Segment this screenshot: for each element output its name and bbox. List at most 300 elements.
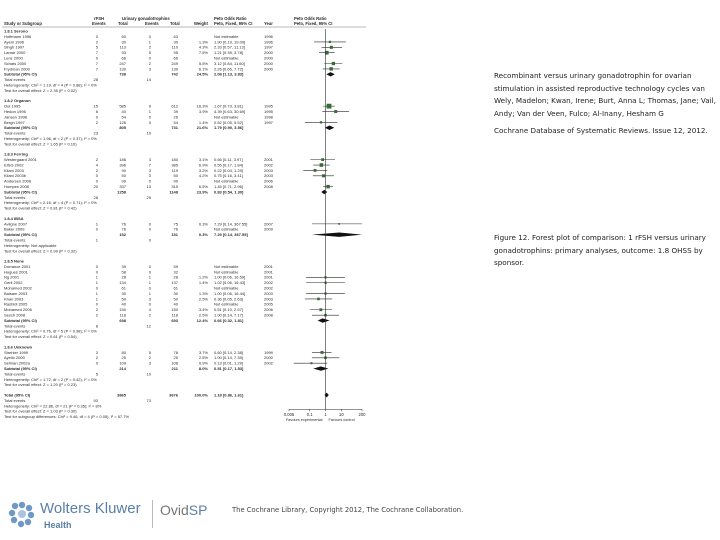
- subgroup-1-subtotal-weight: 24.5%: [196, 71, 208, 77]
- subgroup-2-row-1-study: Out 1995: [4, 103, 21, 109]
- subgroup-5-row-2-total-1: 58: [121, 269, 126, 275]
- col-header-group2: Urinary gonadotrophins: [122, 16, 170, 21]
- subgroup-5-row-7-events-2: 3: [148, 296, 151, 302]
- subgroup-5-row-2-events-1: 0: [95, 269, 98, 275]
- subgroup-5-row-4-events-1: 1: [95, 280, 98, 286]
- subgroup-2-row-2-total-1: 40: [121, 108, 126, 114]
- subgroup-5-row-1-study: Dorrance 2001: [4, 263, 31, 269]
- subgroup-2-subtotal-estimate: 1.79 [0.90, 3.56]: [214, 125, 244, 131]
- subgroup-1-row-6-study: Schats 2000: [4, 60, 27, 66]
- subgroup-1-row-1-total-1: 60: [121, 33, 126, 39]
- subgroup-5-row-2-total-2: 32: [173, 269, 178, 275]
- subgroup-1-row-7-total-1: 139: [119, 66, 126, 72]
- subgroup-2-row-1-total-1: 585: [119, 103, 126, 109]
- subgroup-6-subtotal-label: Subtotal (95% CI): [4, 366, 37, 371]
- subgroup-5-row-6-total-1: 30: [121, 290, 126, 296]
- total-events-label: Total events: [4, 397, 26, 403]
- subgroup-3-row-1-weight: 3.1%: [198, 157, 208, 163]
- subgroup-3-row-2-estimate: 0.55 [0.17, 1.84]: [214, 162, 243, 168]
- subgroup-2-row-1-estimate: 1.67 [0.73, 3.81]: [214, 103, 243, 109]
- subgroup-1-events-label: Total events: [4, 77, 26, 83]
- total-n2: 3676: [169, 392, 178, 398]
- subgroup-3-row-2-weight: 6.9%: [198, 162, 208, 168]
- sp-wordmark: SP: [188, 502, 208, 518]
- subgroup-5-title: 1.8.5 None: [4, 258, 25, 264]
- subgroup-6-subtotal-diamond: [313, 366, 328, 370]
- subgroup-5-row-5-year: 2002: [264, 285, 273, 291]
- subgroup-5-row-4-weight: 1.4%: [198, 280, 208, 286]
- subgroup-1-row-3-total-1: 113: [119, 44, 126, 50]
- subgroup-1-row-6-estimate: 3.12 [0.84, 11.60]: [214, 60, 245, 66]
- wolters-kluwer-mark-icon: [8, 500, 36, 528]
- subgroup-5-row-1-events-2: 0: [148, 263, 151, 269]
- subgroup-6-row-1-total-1: 80: [121, 349, 126, 355]
- subgroup-3-row-1-study: Westergaard 2001: [4, 157, 37, 163]
- subgroup-2-title: 1.8.2 Organon: [4, 98, 31, 104]
- total-events-1: 93: [93, 397, 98, 403]
- subgroup-3-row-4-study: Kilani 2003b: [4, 173, 27, 179]
- subgroup-3-row-4-estimate: 0.75 [0.16, 3.41]: [214, 173, 243, 179]
- subgroup-1-row-6-total-2: 249: [171, 60, 178, 66]
- subgroup-6-overall-test: Test for overall effect: Z = 1.20 (P = 0.23): [4, 382, 77, 388]
- subgroup-3-subtotal-total-1: 1258: [117, 189, 126, 195]
- subgroup-6-row-1-weight: 3.7%: [198, 349, 208, 355]
- x-tick-label-3: 1: [324, 411, 327, 417]
- subgroup-2-row-1-total-2: 612: [171, 103, 178, 109]
- subgroup-6-events-label: Total events: [4, 371, 26, 377]
- subgroup-2-heterogeneity: Heterogeneity: Chi² = 1.96, df = 2 (P = 0.37); I² = 0%: [4, 135, 97, 141]
- subgroup-3-events-label: Total events: [4, 194, 26, 200]
- col-header-estimate: Peto Odds Ratio: [214, 16, 247, 21]
- subgroup-4-row-1-total-1: 76: [121, 221, 126, 227]
- wolters-kluwer-logo: [8, 498, 148, 538]
- subgroup-5-events-label: Total events: [4, 323, 26, 329]
- subgroup-5-row-9-total-1: 150: [119, 307, 126, 313]
- subgroup-6-row-3-events-2: 3: [148, 360, 151, 366]
- subgroup-5-row-3-events-1: 1: [95, 274, 98, 280]
- subgroup-5-row-4-year: 2002: [264, 280, 273, 286]
- subgroup-4-subtotal-estimate: 7.29 [0.14, 367.55]: [214, 232, 248, 238]
- subgroup-5-row-7-total-1: 50: [121, 296, 126, 302]
- subgroup-5-row-9-weight: 3.4%: [198, 307, 208, 313]
- subgroup-6-row-3-total-2: 108: [171, 360, 178, 366]
- subgroup-6-subtotal-estimate: 0.51 [0.17, 1.53]: [214, 366, 244, 371]
- subgroup-5-heterogeneity: Heterogeneity: Chi² = 0.76, df = 5 (P = 0.98); I² = 0%: [4, 328, 97, 334]
- subgroup-5-row-8-events-1: 0: [95, 301, 98, 307]
- subgroup-1-row-2-total-1: 30: [121, 39, 126, 45]
- subgroup-6-row-3-estimate: 0.13 [0.01, 1.29]: [214, 360, 243, 366]
- subgroup-3-row-5-events-1: 0: [95, 178, 98, 184]
- subgroup-2-subtotal-total-1: 805: [119, 125, 126, 131]
- subgroup-5-row-3-total-1: 28: [121, 274, 126, 280]
- subgroup-5-row-7-estimate: 0.36 [0.05, 2.63]: [214, 296, 243, 302]
- subgroup-4-events-total-2: 0: [148, 237, 151, 243]
- subgroup-5-row-4-estimate: 1.02 [0.06, 16.43]: [214, 280, 246, 286]
- subgroup-1-row-5-year: 2000: [264, 55, 273, 61]
- subgroup-1-row-1-events-1: 0: [95, 33, 98, 39]
- subgroup-5-row-7-marker: [317, 298, 320, 301]
- subgroup-1-row-7-events-2: 3: [148, 66, 151, 72]
- subgroup-1-row-5-total-2: 66: [173, 55, 178, 61]
- subgroup-3-row-5-study: Andersen 2006: [4, 178, 32, 184]
- subgroup-3-row-2-marker: [320, 163, 324, 167]
- subgroup-4-events-label: Total events: [4, 237, 26, 243]
- subgroup-1-row-3-total-2: 110: [171, 44, 178, 50]
- subgroup-3-row-5-total-1: 99: [121, 178, 126, 184]
- col-header-study: Study or Subgroup: [4, 21, 42, 26]
- subgroup-2-row-2-year: 1995: [264, 108, 273, 114]
- subgroup-6-row-1-year: 1999: [264, 349, 273, 355]
- subgroup-5-row-5-total-1: 61: [121, 285, 126, 291]
- subgroup-4-row-2-estimate: Not estimable: [214, 226, 239, 232]
- subgroup-4-row-1-events-1: 1: [95, 221, 98, 227]
- subgroup-4-row-1-year: 2007: [264, 221, 273, 227]
- subgroup-6-subtotal-weight: 8.0%: [198, 366, 208, 371]
- subgroup-3-subtotal-estimate: 0.83 [0.54, 1.30]: [214, 189, 244, 195]
- subgroup-4-row-2-events-2: 0: [148, 226, 151, 232]
- subgroup-2-row-3-events-1: 0: [95, 114, 98, 120]
- subgroup-4-row-1-events-2: 0: [148, 221, 151, 227]
- subgroup-1-row-1-events-2: 0: [148, 33, 151, 39]
- subgroup-1-row-7-total-2: 139: [171, 66, 178, 72]
- subgroup-3-row-6-total-2: 315: [171, 184, 178, 190]
- subgroup-3-row-3-total-2: 119: [171, 167, 178, 173]
- subgroup-6-row-2-estimate: 1.00 [0.14, 7.39]: [214, 355, 243, 361]
- subgroup-2-row-1-marker: [327, 104, 332, 109]
- subgroup-3-row-4-year: 2003: [264, 173, 273, 179]
- subgroup-3-row-4-events-2: 3: [148, 173, 151, 179]
- subgroup-2-row-4-estimate: 0.52 [0.05, 5.52]: [214, 119, 243, 125]
- subgroup-4-row-1-total-2: 75: [173, 221, 178, 227]
- ovid-wordmark: Ovid: [160, 502, 189, 518]
- subgroup-1-row-2-year: 1996: [264, 39, 273, 45]
- subgroup-5-row-1-estimate: Not estimable: [214, 263, 239, 269]
- total-n1: 3865: [117, 392, 126, 398]
- subgroup-1-row-4-estimate: 1.21 [0.39, 3.78]: [214, 50, 243, 56]
- subgroup-3-subtotal-weight: 23.9%: [196, 189, 208, 195]
- subgroup-5-row-8-total-2: 40: [173, 301, 178, 307]
- x-tick-label-4: 10: [339, 411, 344, 417]
- forest-plot: [2, 15, 366, 497]
- total-estimate: 1.18 [0.86, 1.61]: [214, 392, 244, 398]
- subgroup-1-row-7-weight: 6.1%: [198, 66, 208, 72]
- subgroup-3-row-6-marker: [326, 185, 329, 188]
- subgroup-2-row-3-estimate: Not estimable: [214, 114, 239, 120]
- subgroup-1-row-3-events-2: 2: [148, 44, 151, 50]
- subgroup-5-row-6-study: Balsam 2003: [4, 290, 28, 296]
- subgroup-3-row-6-total-1: 337: [119, 184, 126, 190]
- subgroup-5-row-5-estimate: Not estimable: [214, 285, 239, 291]
- subgroup-1-row-7-estimate: 2.26 [0.66, 7.72]: [214, 66, 243, 72]
- subgroup-2-row-3-total-1: 54: [121, 114, 126, 120]
- subgroup-4-overall-test: Test for overall effect: Z = 0.99 (P = 0.32): [4, 248, 77, 254]
- subgroup-5-subtotal-weight: 12.4%: [196, 317, 208, 323]
- subgroup-1-events-total-2: 14: [146, 77, 151, 83]
- subgroup-5-row-9-events-1: 2: [95, 307, 98, 313]
- subgroup-5-row-3-total-2: 28: [173, 274, 178, 280]
- subgroup-5-row-7-total-2: 50: [173, 296, 178, 302]
- subgroup-5-row-6-estimate: 1.00 [0.06, 16.44]: [214, 290, 246, 296]
- subgroup-5-row-9-estimate: 0.51 [0.10, 2.57]: [214, 307, 243, 313]
- subgroup-5-events-total-2: 12: [146, 323, 151, 329]
- subgroup-5-row-8-year: 2005: [264, 301, 273, 307]
- subgroup-3-subtotal-diamond: [321, 190, 327, 194]
- total-weight: 100.0%: [194, 392, 208, 398]
- subgroup-5-row-8-estimate: Not estimable: [214, 301, 239, 307]
- subgroup-3-row-6-study: Hompes 2008: [4, 184, 29, 190]
- subgroup-2-row-4-events-2: 0: [148, 119, 151, 125]
- col-header-estimate-sub: Peto, Fixed, 95% CI: [214, 21, 253, 26]
- subgroup-4-subtotal-total-2: 151: [171, 232, 178, 238]
- subgroup-2-row-2-total-2: 39: [173, 108, 178, 114]
- subgroup-5-row-6-events-1: 1: [95, 290, 98, 296]
- subgroup-1-row-4-year: 2000: [264, 50, 273, 56]
- subgroup-6-subtotal-total-1: 214: [119, 366, 126, 371]
- col-header-events-2: Events: [145, 21, 159, 26]
- subgroup-6-row-1-marker: [321, 351, 324, 354]
- subgroup-6-row-2-events-1: 2: [95, 355, 98, 361]
- subgroup-3-row-5-year: 2006: [264, 178, 273, 184]
- subgroup-5-events-total-1: 8: [95, 323, 98, 329]
- subgroup-5-row-10-estimate: 1.00 [0.14, 7.17]: [214, 312, 243, 318]
- subgroup-4-row-2-total-1: 76: [121, 226, 126, 232]
- subgroup-3-row-4-weight: 4.2%: [198, 173, 208, 179]
- subgroup-1-row-2-weight: 1.3%: [198, 39, 208, 45]
- subgroup-6-row-2-weight: 2.5%: [198, 355, 208, 361]
- subgroup-5-row-1-events-1: 0: [95, 263, 98, 269]
- subgroup-5-row-9-total-2: 150: [171, 307, 178, 313]
- subgroup-5-row-4-study: Gerli 2002: [4, 280, 23, 286]
- subgroup-4-heterogeneity: Heterogeneity: Not applicable: [4, 242, 57, 248]
- subgroup-2-events-label: Total events: [4, 130, 26, 136]
- subgroup-1-row-1-estimate: Not estimable: [214, 33, 239, 39]
- subgroup-5-row-4-total-2: 137: [171, 280, 178, 286]
- subgroup-3-row-2-events-1: 4: [95, 162, 98, 168]
- subgroup-6-row-2-total-1: 25: [121, 355, 126, 361]
- subgroup-5-row-3-study: Ng 2001: [4, 274, 20, 280]
- subgroup-6-row-1-estimate: 0.60 [0.14, 2.38]: [214, 349, 243, 355]
- subgroup-4-title: 1.8.4 IBSA: [4, 215, 24, 221]
- subgroup-4-subtotal-total-1: 152: [119, 232, 126, 238]
- subgroup-5-row-8-total-1: 40: [121, 301, 126, 307]
- subgroup-3-row-5-estimate: Not estimable: [214, 178, 239, 184]
- subgroup-1-row-2-events-1: 2: [95, 39, 98, 45]
- subgroup-5-row-9-study: Mohamed 2006: [4, 307, 32, 313]
- subgroup-5-row-5-events-1: 0: [95, 285, 98, 291]
- subgroup-5-row-2-estimate: Not estimable: [214, 269, 239, 275]
- subgroup-6-row-2-year: 2000: [264, 355, 273, 361]
- subgroup-1-row-4-total-2: 95: [173, 50, 178, 56]
- subgroup-1-subtotal-estimate: 2.08 [1.13, 3.83]: [214, 71, 244, 77]
- subgroup-1-row-7-year: 2000: [264, 66, 273, 72]
- subgroup-3-row-6-weight: 6.5%: [198, 184, 208, 190]
- subgroup-4-row-1-study: Aviigne 2007: [4, 221, 28, 227]
- subgroup-3-row-3-total-1: 90: [121, 167, 126, 173]
- subgroup-4-row-2-total-2: 76: [173, 226, 178, 232]
- x-tick-label-1: 0.005: [283, 411, 295, 417]
- subgroup-6-row-3-weight: 0.9%: [198, 360, 208, 366]
- subgroup-6-events-total-2: 10: [146, 371, 151, 377]
- subgroup-2-row-4-total-2: 54: [173, 119, 178, 125]
- subgroup-1-row-1-year: 1996: [264, 33, 273, 39]
- subgroup-2-subtotal-weight: 21.6%: [196, 125, 208, 131]
- subgroup-2-row-3-total-2: 26: [173, 114, 178, 120]
- subgroup-5-overall-test: Test for overall effect: Z = 0.61 (P = 0.54): [4, 334, 77, 340]
- subgroup-1-row-3-year: 1997: [264, 44, 273, 50]
- subgroup-3-row-3-marker: [314, 169, 317, 172]
- total-overall-test: Test for overall effect: Z = 1.03 (P = 0.30): [4, 408, 77, 414]
- subgroup-2-row-1-year: 1995: [264, 103, 273, 109]
- subgroup-5-row-7-study: Khan 2003: [4, 296, 24, 302]
- subgroup-2-row-1-weight: 16.3%: [196, 103, 208, 109]
- subgroup-1-row-1-total-2: 63: [173, 33, 178, 39]
- subgroup-1-row-6-total-1: 247: [119, 60, 126, 66]
- subgroup-3-row-3-estimate: 0.22 [0.04, 1.29]: [214, 167, 243, 173]
- subgroup-1-row-4-events-2: 5: [148, 50, 151, 56]
- figure-caption: Figure 12. Forest plot of comparison: 1 rFSH versus urinary gonadotrophins: primary analyses, outcome: 1.8 OHSS by sponsor.: [494, 233, 706, 268]
- subgroup-3-row-2-events-2: 7: [148, 162, 151, 168]
- subgroup-5-subtotal-diamond: [318, 318, 330, 322]
- subgroup-5-row-3-year: 2001: [264, 274, 273, 280]
- subgroup-3-row-5-events-2: 0: [148, 178, 151, 184]
- x-tick-label-2: 0.1: [306, 411, 313, 417]
- journal-source: Cochrane Database of Systematic Reviews. Issue 12, 2012.: [494, 126, 708, 135]
- subgroup-6-heterogeneity: Heterogeneity: Chi² = 1.72, df = 2 (P = 0.42); I² = 0%: [4, 376, 97, 382]
- total-heterogeneity: Heterogeneity: Chi² = 22.86, df = 21 (P = 0.35); I² = 8%: [4, 403, 102, 409]
- subgroup-5-row-2-study: Hugues 2001: [4, 269, 28, 275]
- subgroup-5-row-9-year: 2006: [264, 307, 273, 313]
- subgroup-2-row-4-weight: 1.4%: [198, 119, 208, 125]
- article-citation: Recombinant versus urinary gonadotrophin for ovarian stimulation in assisted reproductive technology cycles van Wely, Madelon; Kwan, Irene; Burt, Anna L; Thomas, Jane; Vail, Andy; Van der Veen, Fulco; Al-Inany, Hesham G: [494, 71, 716, 118]
- subgroup-4-row-1-marker: [338, 223, 340, 225]
- subgroup-6-row-1-total-2: 78: [173, 349, 178, 355]
- footer-divider: [152, 500, 153, 528]
- subgroup-1-row-2-estimate: 1.90 [0.19, 19.09]: [214, 39, 246, 45]
- subgroup-2-events-total-2: 10: [146, 130, 151, 136]
- subgroup-3-row-2-total-1: 396: [119, 162, 126, 168]
- total-events-2: 73: [146, 397, 151, 403]
- subgroup-6-row-2-study: Ayelio 2000: [4, 355, 25, 361]
- subgroup-3-row-3-study: Kilani 2003: [4, 167, 24, 173]
- subgroup-6-row-3-events-1: 0: [95, 360, 98, 366]
- subgroup-3-row-6-year: 2008: [264, 184, 273, 190]
- subgroup-3-subtotal-label: Subtotal (95% CI): [4, 189, 37, 195]
- subgroup-3-row-2-study: EISG 2002: [4, 162, 24, 168]
- subgroup-1-row-7-marker: [329, 67, 332, 70]
- subgroup-5-row-7-weight: 2.5%: [198, 296, 208, 302]
- subgroup-5-row-10-events-1: 2: [95, 312, 98, 318]
- subgroup-5-row-5-study: Mohamed 2002: [4, 285, 32, 291]
- brand-subtitle: Health: [44, 520, 72, 530]
- subgroup-4-row-2-year: 2009: [264, 226, 273, 232]
- subgroup-1-row-4-weight: 7.5%: [198, 50, 208, 56]
- subgroup-5-subtotal-total-2: 693: [171, 317, 178, 323]
- subgroup-1-row-6-events-1: 7: [95, 60, 98, 66]
- subgroup-3-row-4-total-1: 50: [121, 173, 126, 179]
- subgroup-3-row-1-marker: [321, 158, 324, 161]
- subgroup-4-subtotal-weight: 0.3%: [198, 232, 208, 238]
- subgroup-1-row-7-study: Frydman 2000: [4, 66, 30, 72]
- subgroup-5-row-2-events-2: 0: [148, 269, 151, 275]
- subgroup-4-row-2-study: Baker 2009: [4, 226, 25, 232]
- subgroup-5-subtotal-label: Subtotal (95% CI): [4, 317, 37, 323]
- subgroup-2-subtotal-total-2: 731: [171, 125, 178, 131]
- subgroup-3-row-4-total-2: 50: [173, 173, 178, 179]
- subgroup-2-subtotal-label: Subtotal (95% CI): [4, 125, 37, 131]
- subgroup-3-row-4-marker: [322, 174, 325, 177]
- subgroup-3-row-6-events-1: 20: [93, 184, 98, 190]
- x-label-right: Favours control: [328, 417, 355, 422]
- subgroup-3-row-3-events-1: 2: [95, 167, 98, 173]
- subgroup-2-row-4-total-1: 126: [119, 119, 126, 125]
- subgroup-2-row-1-events-2: 9: [148, 103, 151, 109]
- subgroup-1-row-6-weight: 5.5%: [198, 60, 208, 66]
- col-header-plot: Peto Odds Ratio: [294, 16, 327, 21]
- subgroup-5-row-3-weight: 1.2%: [198, 274, 208, 280]
- subgroup-4-subtotal-diamond: [312, 232, 362, 236]
- subgroup-1-row-7-events-1: 7: [95, 66, 98, 72]
- subgroup-6-row-2-total-2: 25: [173, 355, 178, 361]
- subgroup-2-row-1-events-1: 15: [93, 103, 98, 109]
- subgroup-5-row-9-marker: [319, 308, 322, 311]
- subgroup-5-row-2-year: 2001: [264, 269, 273, 275]
- subgroup-1-row-3-events-1: 5: [95, 44, 98, 50]
- subgroup-1-subtotal-diamond: [326, 72, 334, 76]
- subgroup-5-row-3-estimate: 1.00 [0.06, 16.59]: [214, 274, 246, 280]
- subgroup-2-row-3-events-2: 0: [148, 114, 151, 120]
- col-header-weight: Weight: [194, 21, 208, 26]
- subgroup-2-row-2-events-1: 6: [95, 108, 98, 114]
- subgroup-6-row-3-total-1: 109: [119, 360, 126, 366]
- subgroup-5-row-6-year: 2003: [264, 290, 273, 296]
- subgroup-1-row-6-events-2: 2: [148, 60, 151, 66]
- subgroup-6-row-1-events-1: 3: [95, 349, 98, 355]
- x-label-left: Favours experimental: [285, 417, 323, 422]
- subgroup-4-row-1-estimate: 7.29 [0.14, 367.55]: [214, 221, 248, 227]
- subgroup-5-row-5-events-2: 0: [148, 285, 151, 291]
- subgroup-5-row-4-total-1: 134: [119, 280, 126, 286]
- subgroup-6-row-1-study: Strehler 1999: [4, 349, 29, 355]
- subgroup-5-subtotal-total-1: 698: [119, 317, 126, 323]
- subgroup-2-row-4-year: 1997: [264, 119, 273, 125]
- subgroup-3-row-1-total-1: 186: [119, 157, 126, 163]
- col-header-events-1: Events: [92, 21, 106, 26]
- subgroup-5-row-9-events-2: 4: [148, 307, 151, 313]
- subgroup-1-row-3-estimate: 2.33 [0.57, 11.13]: [214, 44, 245, 50]
- subgroup-5-row-5-total-2: 61: [173, 285, 178, 291]
- col-header-total-1: Total: [118, 21, 128, 26]
- subgroup-5-row-10-study: Sesch 2008: [4, 312, 26, 318]
- subgroup-5-subtotal-estimate: 0.66 [0.32, 1.81]: [214, 317, 244, 323]
- subgroup-4-row-2-events-1: 0: [95, 226, 98, 232]
- subgroup-3-row-3-events-2: 3: [148, 167, 151, 173]
- subgroup-5-row-3-events-2: 1: [148, 274, 151, 280]
- subgroup-5-row-10-total-1: 118: [119, 312, 126, 318]
- total-diamond: [324, 393, 328, 398]
- subgroup-6-subtotal-total-2: 211: [171, 366, 178, 371]
- subgroup-3-row-2-year: 2002: [264, 162, 273, 168]
- subgroup-1-row-5-estimate: Not estimable: [214, 55, 239, 61]
- subgroup-1-overall-test: Test for overall effect: Z = 2.35 (P = 0.02): [4, 87, 77, 93]
- subgroup-2-events-total-1: 23: [93, 130, 98, 136]
- x-tick-label-5: 200: [358, 411, 366, 417]
- subgroup-5-row-7-year: 2003: [264, 296, 273, 302]
- subgroup-1-row-6-marker: [332, 62, 335, 65]
- subgroup-6-title: 1.8.6 Unknown: [4, 344, 33, 350]
- subgroup-3-row-1-events-2: 3: [148, 157, 151, 163]
- col-header-total-2: Total: [170, 21, 180, 26]
- subgroup-1-heterogeneity: Heterogeneity: Chi² = 1.19, df = 4 (P = 0.88); I² = 0%: [4, 82, 97, 88]
